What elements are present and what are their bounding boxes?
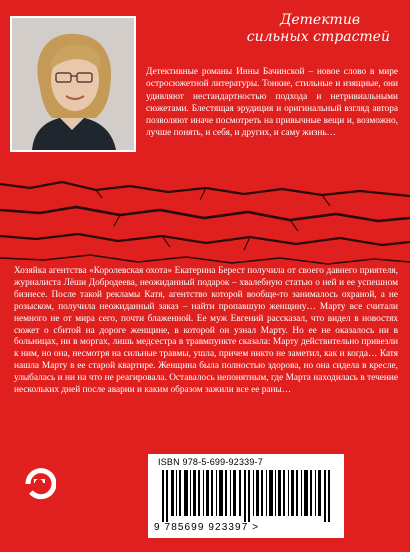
author-photo [10, 16, 136, 152]
ean-number: 9 785699 923397 > [154, 522, 260, 533]
eksmo-logo-icon [22, 466, 56, 500]
series-title-line2: сильных страстей [246, 29, 390, 45]
author-bio: Детективные романы Инны Бачинской – новое слово в мире остросюжетной литературы. Тонкие, стильные и изящные, они удивляют нестандартностью подхода и нетривиальными сюжетами. Блестящая эрудиция и оригинальный взгляд автора позволяют иначе посмотреть на привычные вещи и, возможно, лучше понять, и себя, и других, и саму жизнь… [146, 67, 398, 139]
isbn-label: ISBN 978-5-699-92339-7 [158, 457, 263, 467]
barcode-icon [162, 470, 332, 522]
barcode-box [148, 454, 344, 538]
crack-divider [0, 176, 410, 266]
book-blurb: Хозяйка агентства «Королевская охота» Екатерина Берест получила от своего давнего приятеля, журналиста Лёши Добродеева, неожиданный подарок – хвалебную статью о ней и ее успешном бизнесе. После такой рекламы Катя, агентство которой вообще-то занималось охраной, а не розыском, получила неожиданный заказ – найти пропавшую женщину… Марту все считали немного не от мира сего, почти блаженной. Ее муж Евгений рассказал, что видел в новостях сюжет о сбитой на дороге женщине, в которой он узнал Марту. Но ее не оказалось ни в больницах, ни в моргах, лишь медсестра в травмпункте сказала: Марту действительно привезли к ним, но она, несмотря на сильные травмы, ушла, причем никто не заметил, как и когда… Катя нашла Марту в ее старой квартире. Женщина была полностью здорова, но она сидела в кресле, улыбалась и ни на что не реагировала. Оставалось непонятным, где Марта находилась в течение нескольких дней после аварии и каким образом зажили все ее раны… [14, 266, 398, 396]
series-title [210, 12, 390, 46]
series-title-line1: Детектив [279, 12, 360, 28]
